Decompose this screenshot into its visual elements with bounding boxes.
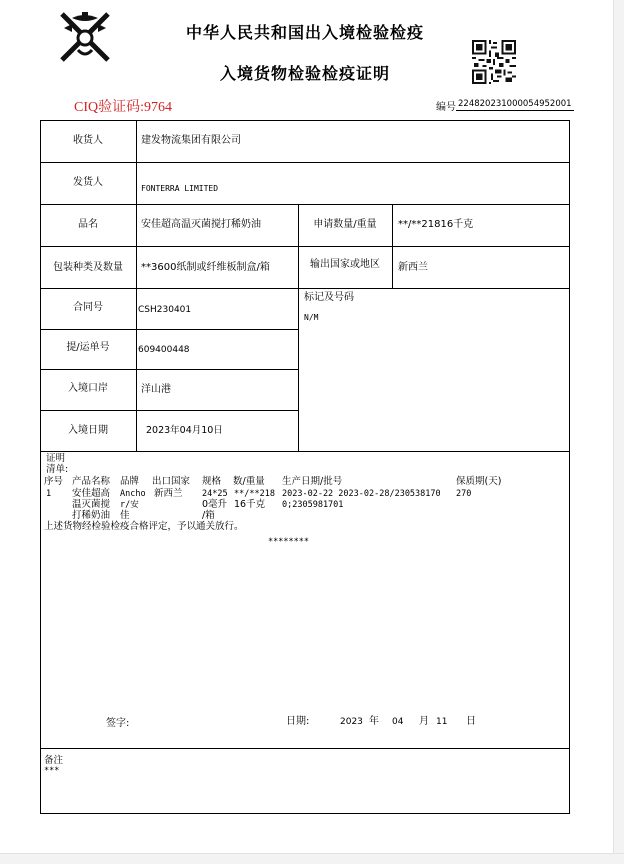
row-qty-line2: 16千克 [234,499,266,510]
consignee-value: 建发物流集团有限公司 [141,135,241,146]
entry-date-label: 入境日期 [68,425,108,436]
quantity-label: 申请数量/重量 [313,219,377,230]
certificate-number-label: 编号 [436,102,456,113]
ciq-verification-code: CIQ验证码:9764 [74,100,172,115]
consignor-value: FONTERRA LIMITED [141,184,219,193]
bill-label: 提/运单号 [66,342,110,353]
list-label: 清单: [46,464,69,475]
packaging-label: 包装种类及数量 [53,262,123,273]
col-header-name: 产品名称 [72,476,111,487]
row-brand-line1: Ancho [120,489,146,499]
product-label: 品名 [78,219,98,230]
sign-date-month: 04 [392,717,404,727]
inspection-emblem-icon [56,10,114,64]
sign-date-label: 日期: [286,716,310,727]
sign-date-day-unit: 日 [466,716,476,727]
port-value: 洋山港 [141,384,171,395]
sign-date-year-unit: 年 [369,716,379,727]
row-qty-line1: **/**218 [234,489,275,499]
certificate-number-value: 224820231000054952001 [458,99,572,109]
contract-label: 合同号 [73,302,103,313]
quantity-value: **/**21816千克 [398,219,474,230]
origin-value: 新西兰 [398,262,428,273]
origin-label: 输出国家或地区 [310,259,380,270]
document-subtitle: 入境货物检验检疫证明 [220,64,391,83]
row-name-line1: 安佳超高 [72,488,111,499]
col-header-country: 出口国家 [152,476,191,487]
row-spec-line3: /箱 [202,510,215,521]
col-header-shelf-life: 保质期(天) [456,476,502,487]
row-name-line3: 打稀奶油 [72,510,111,521]
row-date-line1: 2023-02-22 2023-02-28/230538170 [282,489,441,499]
bill-value: 609400448 [138,345,190,355]
remarks-value: *** [44,766,60,776]
viewer-scrollbar[interactable] [613,0,624,864]
col-header-date: 生产日期/批号 [282,476,343,487]
sign-date-day: 11 [436,717,448,727]
entry-date-value: 2023年04月10日 [146,425,223,436]
viewer-bottom-edge [0,853,624,864]
port-label: 入境口岸 [68,383,108,394]
certification-heading: 证明 [46,453,66,464]
qr-code-icon [472,40,516,84]
signature-label: 签字: [106,718,130,729]
contract-value: CSH230401 [138,305,192,315]
product-value: 安佳超高温灭菌搅打稀奶油 [141,219,261,230]
row-brand-line2: r/安 [120,500,139,510]
row-date-line2: 0;2305981701 [282,500,344,510]
clearance-statement: 上述货物经检验检疫合格评定，予以通关放行。 [44,521,244,532]
consignee-label: 收货人 [73,135,103,146]
row-no: 1 [46,489,52,499]
row-spec-line1: 24*25 [202,489,228,499]
document-title: 中华人民共和国出入境检验检疫 [186,23,425,42]
marks-label: 标记及号码 [304,292,354,303]
sign-date-year: 2023 [340,717,363,727]
col-header-brand: 品牌 [120,476,140,487]
col-header-no: 序号 [44,476,64,487]
sign-date-month-unit: 月 [419,716,429,727]
row-brand-line3: 佳 [120,510,130,521]
statement-stars: ******** [268,537,309,547]
marks-value: N/M [304,313,319,322]
certificate-number [436,98,574,113]
row-shelf-life: 270 [456,489,472,499]
packaging-value: **3600纸制或纤维板制盒/箱 [141,262,270,273]
row-spec-line2: 0毫升 [202,499,228,510]
col-header-qty: 数/重量 [233,476,265,487]
remarks-label: 备注 [44,755,64,766]
row-name-line2: 温灭菌搅 [72,499,111,510]
row-country: 新西兰 [154,488,183,499]
col-header-spec: 规格 [202,476,222,487]
consignor-label: 发货人 [73,177,103,188]
